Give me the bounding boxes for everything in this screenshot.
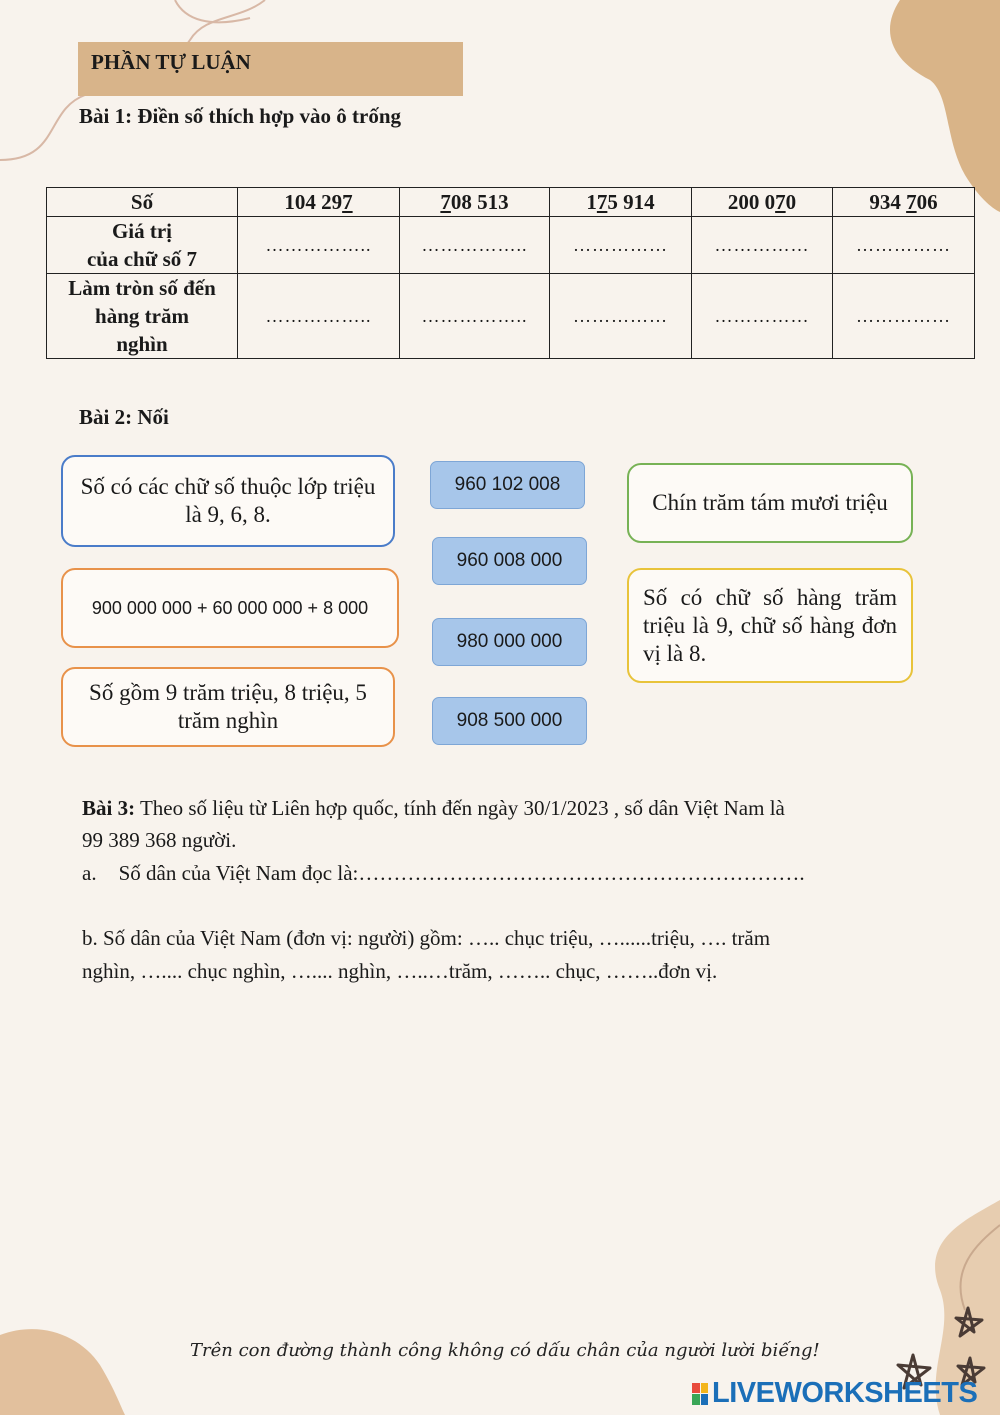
answer-blank[interactable]: …………….. [238,217,400,274]
match-number-box[interactable]: 960 008 000 [432,537,587,585]
bai3-part-b-line2[interactable]: nghìn, ….... chục nghìn, ….... nghìn, …..…trăm, …….. chục, ……..đơn vị. [82,959,718,983]
match-left-item[interactable]: Số gồm 9 trăm triệu, 8 triệu, 5 trăm nghìn [61,667,395,747]
row-label: Làm tròn số đến hàng trăm nghìn [47,274,238,359]
bai3-intro: Bài 3: Theo số liệu từ Liên hợp quốc, tính đến ngày 30/1/2023 , số dân Việt Nam là [82,796,785,820]
section-title: PHẦN TỰ LUẬN [78,42,463,96]
header-number: 200 070 [692,188,833,217]
answer-blank[interactable]: …………… [692,274,833,359]
bai1-table [46,187,975,359]
part-a-answer-line[interactable]: Số dân của Việt Nam đọc là:………………………………………………………. [118,861,805,885]
bai3-intro-line2: 99 389 368 người. [82,828,237,852]
answer-blank[interactable]: …………….. [238,274,400,359]
answer-blank[interactable]: …………….. [400,217,550,274]
answer-blank[interactable]: …………….. [400,274,550,359]
match-number-box[interactable]: 980 000 000 [432,618,587,666]
header-number: 104 297 [238,188,400,217]
match-right-item[interactable]: Số có chữ số hàng trăm triệu là 9, chữ số hàng đơn vị là 8. [627,568,913,683]
header-number: 708 513 [400,188,550,217]
match-left-item[interactable]: Số có các chữ số thuộc lớp triệu là 9, 6, 8. [61,455,395,547]
table-header-row [47,188,975,217]
decor-bottom-left-blob [0,1315,130,1415]
match-number-box[interactable]: 960 102 008 [430,461,585,509]
match-number-box[interactable]: 908 500 000 [432,697,587,745]
row-label: Giá trị của chữ số 7 [47,217,238,274]
answer-blank[interactable]: …………… [833,217,975,274]
answer-blank[interactable]: …………… [550,274,692,359]
table-row-digit-value [47,217,975,274]
bai3-part-b-line1[interactable]: b. Số dân của Việt Nam (đơn vị: người) gồm: ….. chục triệu, …......triệu, …. trăm [82,926,771,950]
liveworksheets-icon [692,1383,708,1405]
bai3-part-a: a. Số dân của Việt Nam đọc là:………………………………………………………. [82,861,805,885]
liveworksheets-logo: LIVEWORKSHEETS [692,1377,977,1410]
answer-blank[interactable]: …………… [833,274,975,359]
header-number: 175 914 [550,188,692,217]
header-label: Số [47,188,238,217]
table-row-rounding [47,274,975,359]
bai2-heading: Bài 2: Nối [79,405,169,429]
match-left-item[interactable]: 900 000 000 + 60 000 000 + 8 000 [61,568,399,648]
answer-blank[interactable]: …………… [692,217,833,274]
answer-blank[interactable]: …………… [550,217,692,274]
match-right-item[interactable]: Chín trăm tám mươi triệu [627,463,913,543]
bai1-heading: Bài 1: Điền số thích hợp vào ô trống [79,104,401,128]
header-number: 934 706 [833,188,975,217]
footer-quote: Trên con đường thành công không có dấu chân của người lười biếng! [190,1340,820,1361]
bai3-label: Bài 3: [82,796,136,820]
